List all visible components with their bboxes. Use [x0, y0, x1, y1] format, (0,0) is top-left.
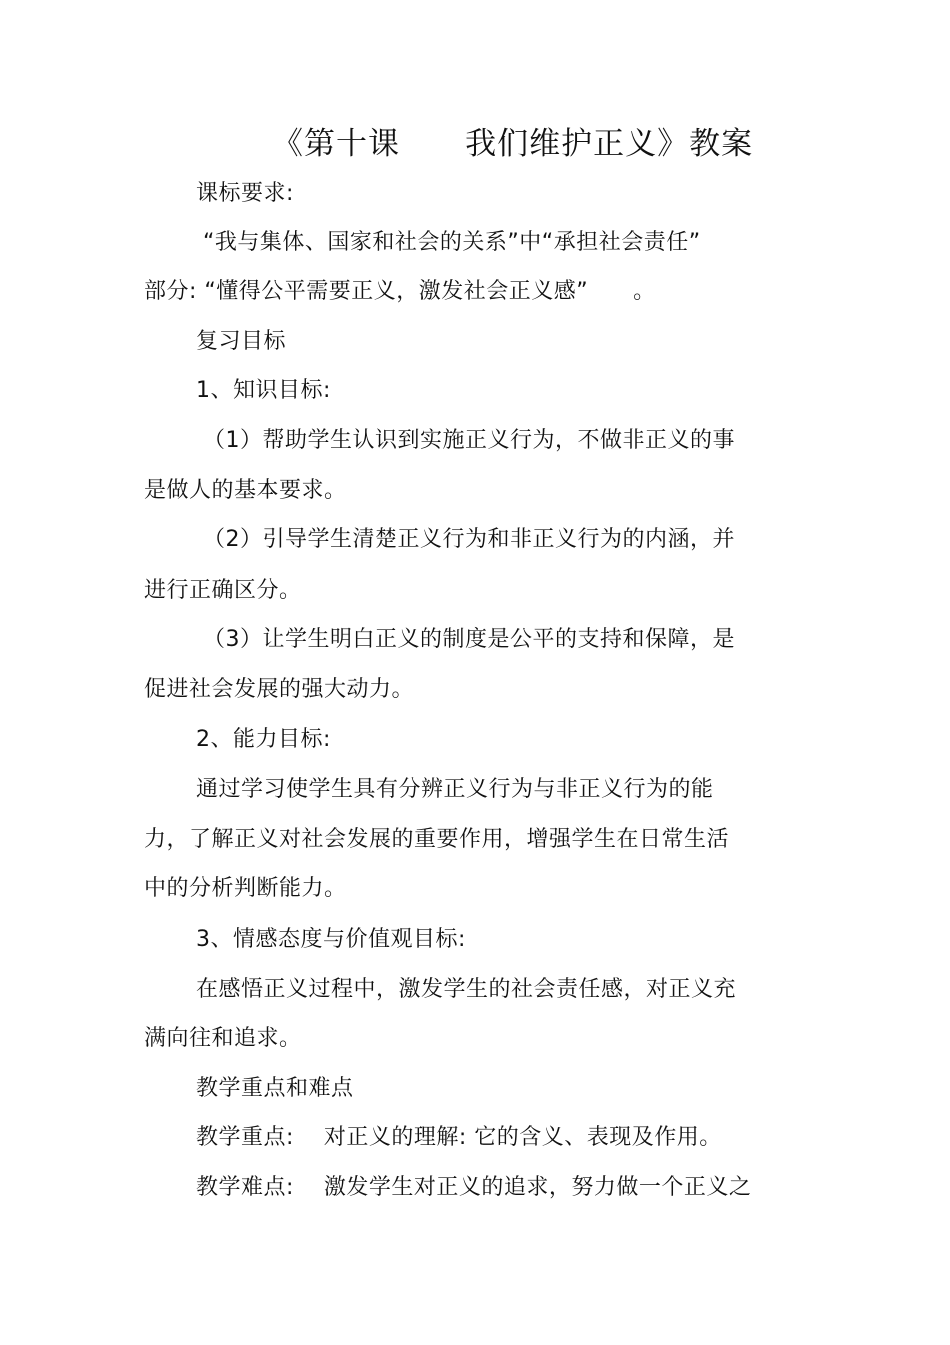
paragraph-line: 满向往和追求。 [144, 1026, 302, 1051]
paragraph-line: 是做人的基本要求。 [144, 478, 347, 503]
paragraph-line: 教学难点: 激发学生对正义的追求，努力做一个正义之 [196, 1175, 752, 1200]
document-title: 《第十课 我们维护正义》教案 [272, 126, 754, 162]
paragraph-line: （3）让学生明白正义的制度是公平的支持和保障，是 [203, 627, 735, 652]
section-heading-curriculum: 课标要求: [196, 181, 294, 206]
paragraph-line: （2）引导学生清楚正义行为和非正义行为的内涵，并 [203, 527, 735, 552]
section-heading-objectives: 复习目标 [196, 329, 287, 354]
subsection-heading-knowledge: 1、知识目标: [196, 378, 331, 403]
paragraph-line: 在感悟正义过程中，激发学生的社会责任感，对正义充 [196, 977, 737, 1002]
subsection-heading-values: 3、情感态度与价值观目标: [196, 927, 466, 952]
paragraph-line: 中的分析判断能力。 [144, 876, 347, 901]
paragraph-line: 部分: “懂得公平需要正义，激发社会正义感” 。 [144, 279, 656, 304]
section-heading-key-points: 教学重点和难点 [196, 1076, 354, 1101]
paragraph-line: 促进社会发展的强大动力。 [144, 677, 415, 702]
paragraph-line: 通过学习使学生具有分辨正义行为与非正义行为的能 [196, 777, 714, 802]
subsection-heading-ability: 2、能力目标: [196, 727, 331, 752]
paragraph-line: （1）帮助学生认识到实施正义行为，不做非正义的事 [203, 428, 735, 453]
paragraph-line: “我与集体、国家和社会的关系”中“承担社会责任” [203, 230, 701, 255]
paragraph-line: 教学重点: 对正义的理解: 它的含义、表现及作用。 [196, 1125, 722, 1150]
paragraph-line: 进行正确区分。 [144, 578, 302, 603]
paragraph-line: 力，了解正义对社会发展的重要作用，增强学生在日常生活 [144, 827, 730, 852]
